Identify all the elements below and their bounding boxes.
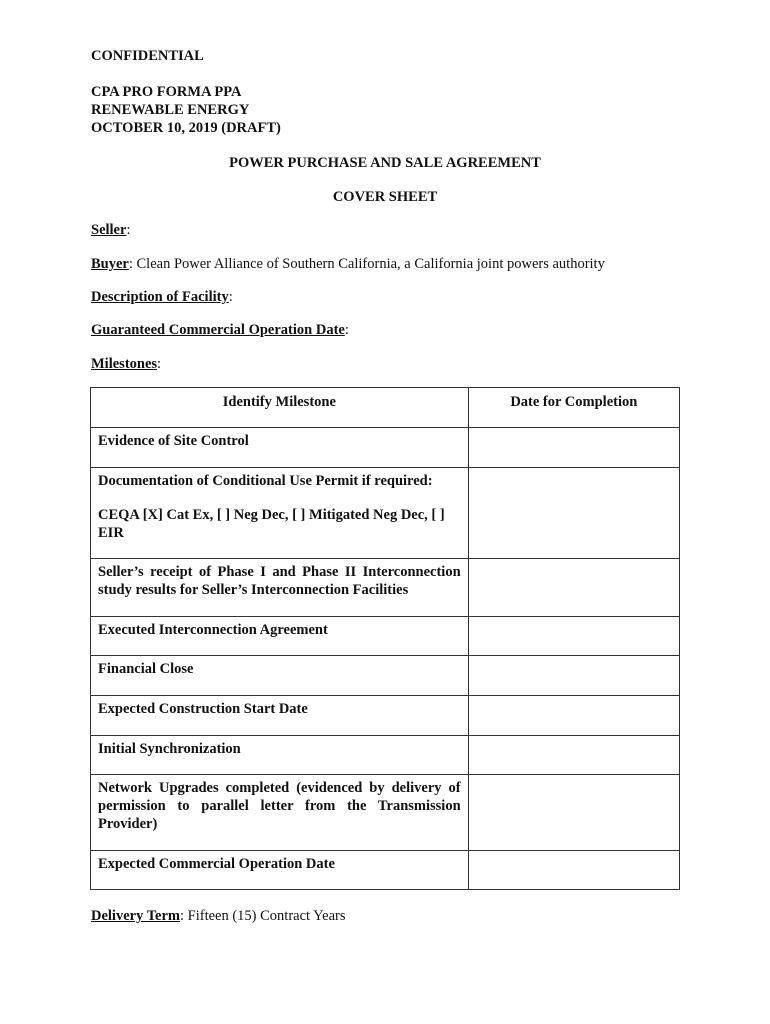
milestones-field: Milestones: xyxy=(91,356,162,372)
milestone-cell: Seller’s receipt of Phase I and Phase II Interconnection study results for Seller’s Interconnection Facilities xyxy=(91,559,469,617)
table-header-row xyxy=(91,388,680,428)
header-line-3: OCTOBER 10, 2019 (DRAFT) xyxy=(91,120,281,136)
milestones-label: Milestones xyxy=(91,356,158,372)
date-cell[interactable] xyxy=(468,559,679,617)
header-line-2: RENEWABLE ENERGY xyxy=(91,102,250,118)
date-cell[interactable] xyxy=(468,696,679,736)
date-cell[interactable] xyxy=(468,775,679,851)
milestone-cell: Network Upgrades completed (evidenced by delivery of permission to parallel letter from the Transmission Provider) xyxy=(91,775,469,851)
buyer-field: Buyer: Clean Power Alliance of Southern California, a California joint powers authority xyxy=(91,256,605,272)
table-row xyxy=(91,736,680,775)
milestone-cell: Expected Construction Start Date xyxy=(91,696,469,736)
table-row xyxy=(91,617,680,656)
table-row xyxy=(91,468,680,559)
header-line-1: CPA PRO FORMA PPA xyxy=(91,84,242,100)
delivery-term-label: Delivery Term xyxy=(91,908,180,924)
buyer-value: Clean Power Alliance of Southern California, a California joint powers authority xyxy=(136,256,605,272)
document-title: POWER PURCHASE AND SALE AGREEMENT xyxy=(229,155,541,171)
date-cell[interactable] xyxy=(468,736,679,775)
buyer-label: Buyer xyxy=(91,256,129,272)
milestone-cell: Evidence of Site Control xyxy=(91,428,469,468)
seller-label: Seller xyxy=(91,222,127,238)
table-row xyxy=(91,428,680,468)
table-row xyxy=(91,559,680,617)
column-header-date: Date for Completion xyxy=(468,388,679,428)
date-cell[interactable] xyxy=(468,656,679,696)
table-row xyxy=(91,775,680,851)
document-header xyxy=(91,47,281,137)
table-row xyxy=(91,696,680,736)
milestone-extra-text: CEQA [X] Cat Ex, [ ] Neg Dec, [ ] Mitigated Neg Dec, [ ] EIR xyxy=(98,507,445,541)
document-subtitle: COVER SHEET xyxy=(332,189,438,205)
description-field: Description of Facility: xyxy=(91,289,233,305)
milestone-cell: Expected Commercial Operation Date xyxy=(91,851,469,890)
milestone-cell: Initial Synchronization xyxy=(91,736,469,775)
milestone-cell: Executed Interconnection Agreement xyxy=(91,617,469,656)
milestone-cell: Financial Close xyxy=(91,656,469,696)
gcod-field: Guaranteed Commercial Operation Date: xyxy=(91,322,349,338)
column-header-milestone: Identify Milestone xyxy=(91,388,469,428)
date-cell[interactable] xyxy=(468,851,679,890)
date-cell[interactable] xyxy=(468,617,679,656)
milestone-cell xyxy=(91,468,469,559)
delivery-term-value: Fifteen (15) Contract Years xyxy=(187,908,346,924)
date-cell[interactable] xyxy=(468,468,679,559)
description-label: Description of Facility xyxy=(91,289,229,305)
gcod-label: Guaranteed Commercial Operation Date xyxy=(91,322,345,338)
delivery-term-field: Delivery Term: Fifteen (15) Contract Years xyxy=(91,908,346,924)
table-row xyxy=(91,656,680,696)
milestone-text: Documentation of Conditional Use Permit if required: xyxy=(98,473,433,489)
table-row xyxy=(91,851,680,890)
milestones-table xyxy=(90,387,680,890)
seller-field: Seller: xyxy=(91,222,131,238)
date-cell[interactable] xyxy=(468,428,679,468)
confidential-label: CONFIDENTIAL xyxy=(91,48,204,64)
